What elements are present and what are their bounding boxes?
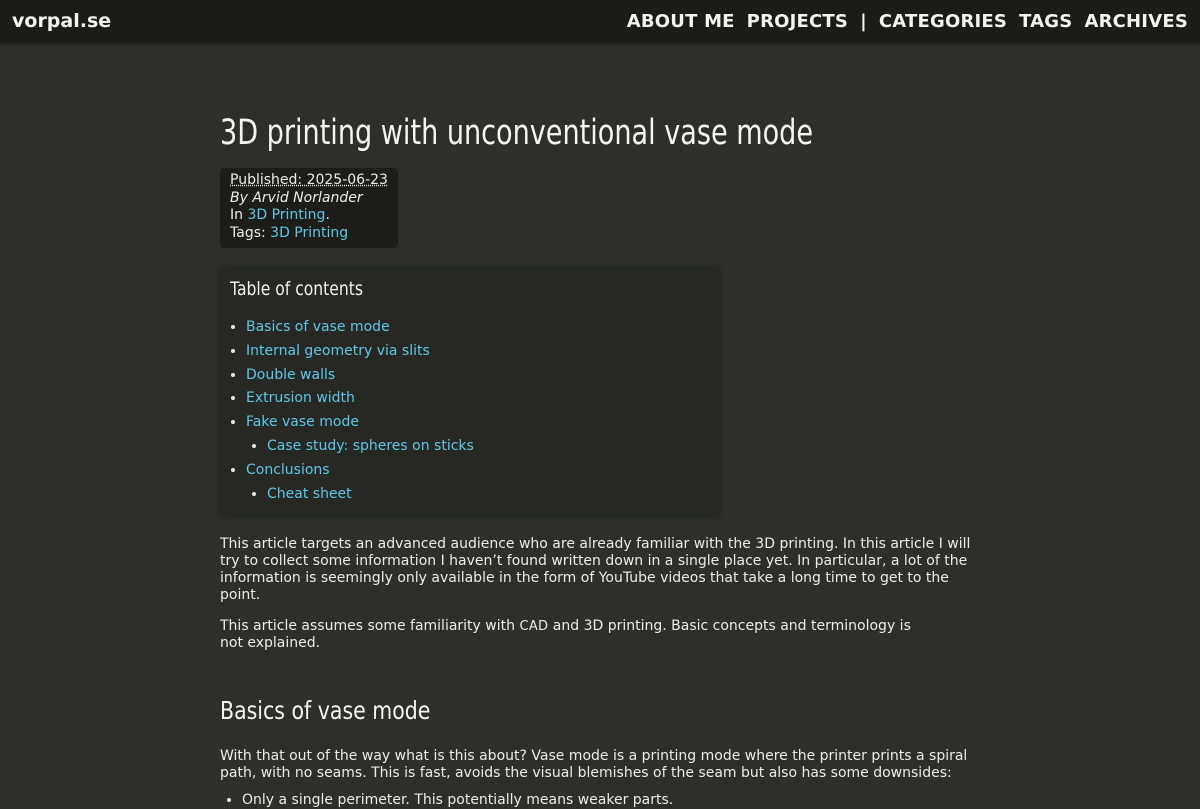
tags-prefix: Tags: (230, 224, 271, 241)
toc-item (246, 316, 710, 340)
assumptions-text-a: This article assumes some familiarity with (220, 618, 520, 635)
nav-projects[interactable]: PROJECTS (746, 10, 849, 32)
article-meta-box (220, 168, 398, 248)
table-of-contents (220, 268, 720, 516)
nav-categories[interactable]: CATEGORIES (878, 10, 1008, 32)
top-navigation-bar (0, 0, 1200, 42)
category-link[interactable]: 3D Printing (247, 207, 326, 223)
nav-separator: | (860, 10, 867, 32)
published-date: Published: 2025-06-23 (230, 172, 388, 188)
article-title: 3D printing with unconventional vase mode (220, 113, 814, 153)
nav-tags[interactable]: TAGS (1019, 10, 1073, 32)
tag-link[interactable]: 3D Printing (270, 224, 349, 241)
list-item: • Only a single perimeter. This potentially means weaker parts. (242, 792, 980, 809)
toc-sublist (246, 435, 710, 459)
downsides-list (220, 792, 980, 809)
toc-subitem (267, 483, 710, 507)
toc-item (246, 411, 710, 459)
author-byline: By Arvid Norlander (230, 189, 363, 206)
site-name-link[interactable]: vorpal.se (12, 10, 112, 32)
toc-link-conclusions[interactable]: Conclusions (246, 461, 330, 478)
nav-about-me[interactable]: ABOUT ME (626, 10, 735, 32)
toc-link-double-walls[interactable]: Double walls (246, 366, 336, 383)
main-nav (627, 11, 1188, 32)
nav-archives[interactable]: ARCHIVES (1084, 10, 1188, 32)
section-heading-basics: Basics of vase mode (220, 696, 431, 726)
toc-link-cheat-sheet[interactable]: Cheat sheet (267, 485, 352, 502)
cad-abbreviation: CAD (519, 619, 549, 635)
toc-link-case-study[interactable]: Case study: spheres on sticks (267, 437, 474, 454)
assumptions-text-b: and 3D printing. Basic concepts and terminology is not explained. (220, 618, 911, 652)
toc-link-internal-geometry[interactable]: Internal geometry via slits (246, 342, 430, 359)
vase-mode-paragraph: With that out of the way what is this about? Vase mode is a printing mode where the printer prints a spiral path, with no seams. This is fast, avoids the visual blemishes of the seam but also has some downsides: (220, 748, 968, 782)
toc-item (246, 459, 710, 507)
toc-list (230, 316, 710, 506)
article-main (220, 42, 980, 809)
toc-item (246, 387, 710, 411)
toc-item (246, 340, 710, 364)
toc-sublist (246, 483, 710, 507)
toc-subitem (267, 435, 710, 459)
assumptions-paragraph (220, 618, 920, 652)
toc-title: Table of contents (230, 278, 363, 300)
toc-link-extrusion-width[interactable]: Extrusion width (246, 390, 355, 407)
toc-item (246, 364, 710, 388)
tags-line (230, 225, 388, 243)
toc-link-basics[interactable]: Basics of vase mode (246, 319, 390, 335)
toc-link-fake-vase-mode[interactable]: Fake vase mode (246, 414, 359, 431)
intro-paragraph: This article targets an advanced audience who are already familiar with the 3D printing. In this article I will try to collect some information I haven’t found written down in a single place yet. In particular, a lot of the information is seemingly only available in the form of YouTube videos that take a long time to get to the point. (220, 536, 971, 604)
category-prefix: In (230, 207, 248, 223)
category-suffix: . (325, 207, 330, 223)
category-line (230, 207, 388, 225)
